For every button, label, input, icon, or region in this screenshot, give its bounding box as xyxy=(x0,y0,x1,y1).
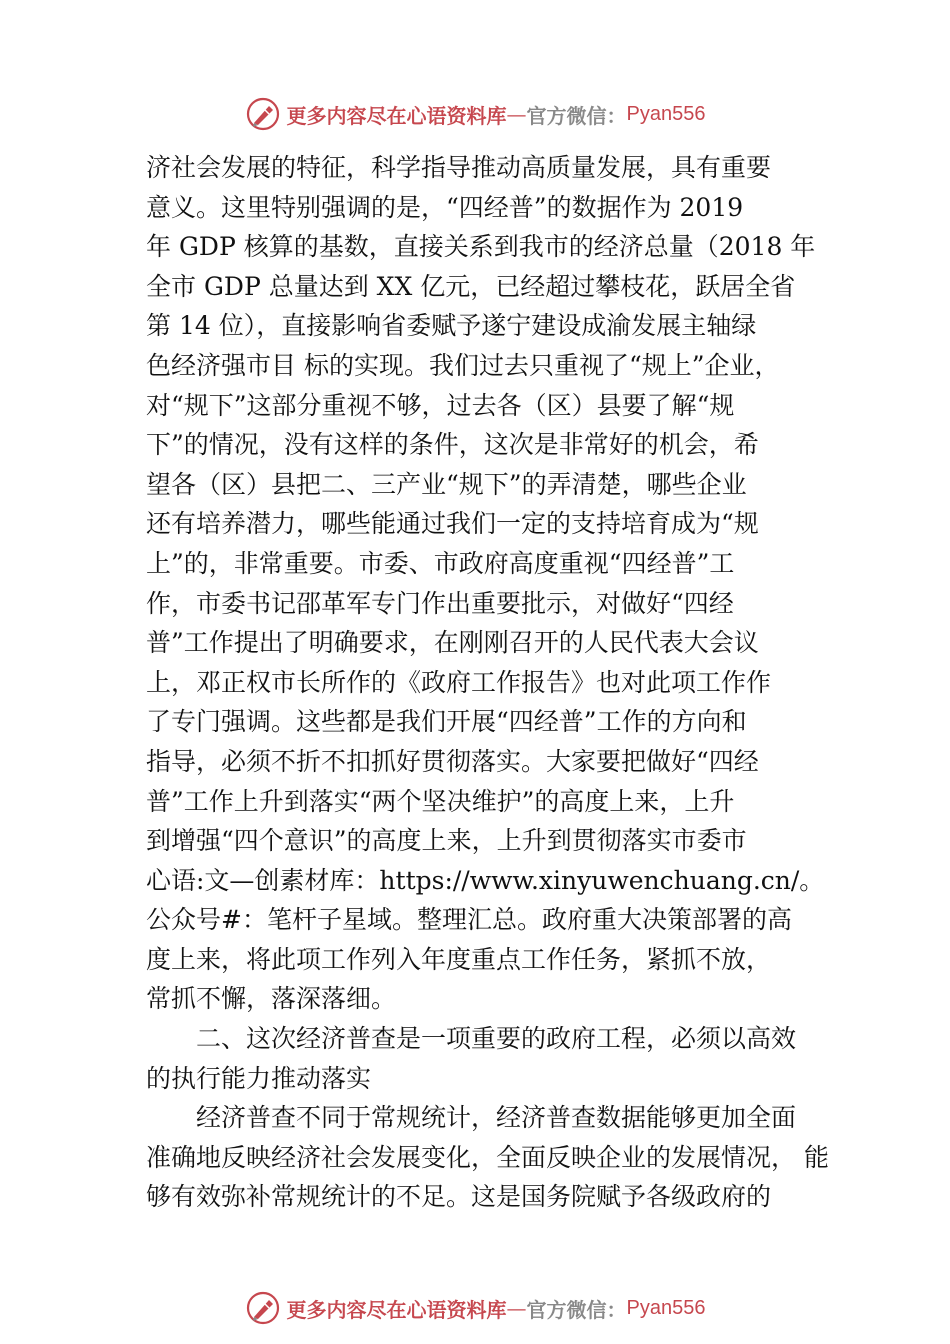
text-line: 望各（区）县把二、三产业“规下”的弄清楚，哪些企业 xyxy=(146,469,747,499)
banner-label: 官方微信： xyxy=(526,1297,627,1322)
text-line: 下”的情况，没有这样的条件，这次是非常好的机会，希 xyxy=(146,430,759,460)
section-heading-line: 的执行能力推动落实 xyxy=(146,1063,372,1093)
banner-wechat-id: Pyan556 xyxy=(626,102,706,125)
text-line: 普”工作提出了明确要求，在刚刚召开的人民代表大会议 xyxy=(146,628,759,658)
text-line: 经济普查不同于常规统计，经济普查数据能够更加全面 xyxy=(196,1103,797,1133)
text-line: 色经济强市目 标的实现。我们过去只重视了“规上”企业， xyxy=(146,350,780,380)
document-body xyxy=(146,148,829,1217)
section-heading-line: 二、这次经济普查是一项重要的政府工程，必须以高效 xyxy=(196,1024,797,1054)
banner-label: 官方微信： xyxy=(526,103,627,128)
text-line: 作，市委书记邵革军专门作出重要批示，对做好“四经 xyxy=(146,588,734,618)
text-line: 了专门强调。这些都是我们开展“四经普”工作的方向和 xyxy=(146,707,747,737)
text-line: 普”工作上升到落实“两个坚决维护”的高度上来，上升 xyxy=(146,786,735,816)
text-line: 济社会发展的特征，科学指导推动高质量发展，具有重要 xyxy=(146,153,772,182)
text-line: 够有效弥补常规统计的不足。这是国务院赋予各级政府的 xyxy=(146,1182,772,1212)
banner-wechat-id: Pyan556 xyxy=(626,1296,706,1319)
pen-nib-logo-icon xyxy=(245,1290,281,1326)
text-line: 对“规下”这部分重视不够，过去各（区）县要了解“规 xyxy=(146,390,735,420)
text-line: 还有培养潜力，哪些能通过我们一定的支持培育成为“规 xyxy=(146,509,759,539)
banner-separator: — xyxy=(506,1296,527,1320)
text-line: 准确地反映经济社会发展变化，全面反映企业的发展情况， 能 xyxy=(146,1142,829,1172)
text-line: 常抓不懈，落深落细。 xyxy=(146,984,397,1014)
text-line: 第 14 位），直接影响省委赋予遂宁建设成渝发展主轴绿 xyxy=(146,311,757,341)
text-line: 公众号#：笔杆子星域。整理汇总。政府重大决策部署的高 xyxy=(146,905,792,935)
text-line: 上”的，非常重要。市委、市政府高度重视“四经普”工 xyxy=(146,548,735,578)
source-link-line: 心语:文—创素材库：https://www.xinyuwenchuang.cn/。 xyxy=(146,865,825,895)
text-line: 指导，必须不折不扣抓好贯彻落实。大家要把做好“四经 xyxy=(146,746,759,776)
pen-nib-logo-icon xyxy=(245,96,281,132)
banner-text: 更多内容尽在心语资料库 xyxy=(286,1297,507,1322)
text-line: 度上来，将此项工作列入年度重点工作任务，紧抓不放， xyxy=(146,944,772,974)
banner-text: 更多内容尽在心语资料库 xyxy=(286,103,507,128)
text-line: 上，邓正权市长所作的《政府工作报告》也对此项工作作 xyxy=(146,667,772,697)
header-banner xyxy=(0,94,950,134)
text-line: 到增强“四个意识”的高度上来，上升到贯彻落实市委市 xyxy=(146,826,747,856)
footer-banner xyxy=(0,1288,950,1328)
text-line: 年 GDP 核算的基数，直接关系到我市的经济总量（2018 年 xyxy=(146,232,816,262)
text-line: 全市 GDP 总量达到 XX 亿元，已经超过攀枝花，跃居全省 xyxy=(146,271,796,301)
banner-separator: — xyxy=(506,102,527,126)
text-line: 意义。这里特别强调的是，“四经普”的数据作为 2019 xyxy=(146,192,744,222)
